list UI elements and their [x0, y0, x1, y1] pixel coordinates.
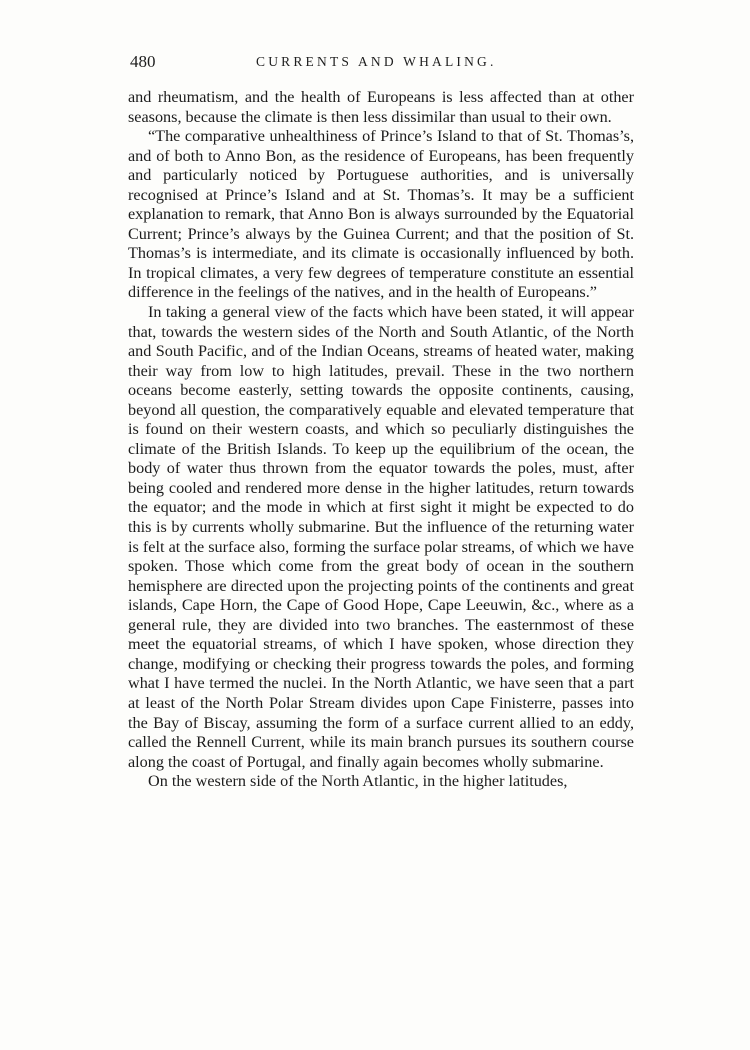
paragraph-western-side: On the western side of the North Atlantic, in the higher latitudes, — [148, 772, 568, 791]
paragraph-quotation: “The comparative unhealthiness of Prince’s Island to that of St. Thomas’s, and of both to Anno Bon, as the residence of Europeans, has been frequently and particularly noticed by Portuguese authorities, and is universally recognised at Prince’s Island and at St. Thomas’s. It may be a sufficient explanation to remark, that Anno Bon is always surrounded by the Equatorial Current; Prince’s always by the Guinea Current; and that the position of St. Thomas’s is intermediate, and its climate is occasionally influenced by both. In tropical climates, a very few degrees of temperature constitute an essential difference in the feelings of the natives, and in the health of Europeans.” — [128, 127, 634, 302]
running-title: CURRENTS AND WHALING. — [256, 54, 497, 69]
page-number: 480 — [130, 52, 156, 71]
paragraph-general-view: In taking a general view of the facts which have been stated, it will appear that, towards the western sides of the North and South Atlantic, of the North and South Pacific, and of the Indian Oceans, streams of heated water, making their way from low to high latitudes, prevail. These in the two northern oceans become easterly, setting towards the opposite continents, causing, beyond all question, the comparatively equable and elevated temperature that is found on their western coasts, and which so peculiarly distinguishes the climate of the British Islands. To keep up the equilibrium of the ocean, the body of water thus thrown from the equator towards the poles, must, after being cooled and rendered more dense in the higher latitudes, return towards the equator; and the mode in which at first sight it might be expected to do this is by currents wholly submarine. But the influence of the returning water is felt at the surface also, forming the surface polar streams, of which we have spoken. Those which come from the great body of ocean in the southern hemisphere are directed upon the projecting points of the continents and great islands, Cape Horn, the Cape of Good Hope, Cape Leeuwin, &c., where as a general rule, they are divided into two branches. The easternmost of these meet the equatorial streams, of which I have spoken, whose direction they change, modifying or checking their progress towards the poles, and forming what I have termed the nuclei. In the North Atlantic, we have seen that a part at least of the North Polar Stream divides upon Cape Finisterre, passes into the Bay of Biscay, assuming the form of a surface current allied to an eddy, called the Rennell Current, while its main branch pursues its southern course along the coast of Portugal, and finally again becomes wholly submarine. — [128, 303, 634, 771]
body-text — [128, 88, 634, 792]
page-header — [130, 52, 630, 80]
paragraph-continued: and rheumatism, and the health of Europeans is less affected than at other seasons, because the climate is then less dissimilar than usual to their own. — [128, 88, 634, 126]
